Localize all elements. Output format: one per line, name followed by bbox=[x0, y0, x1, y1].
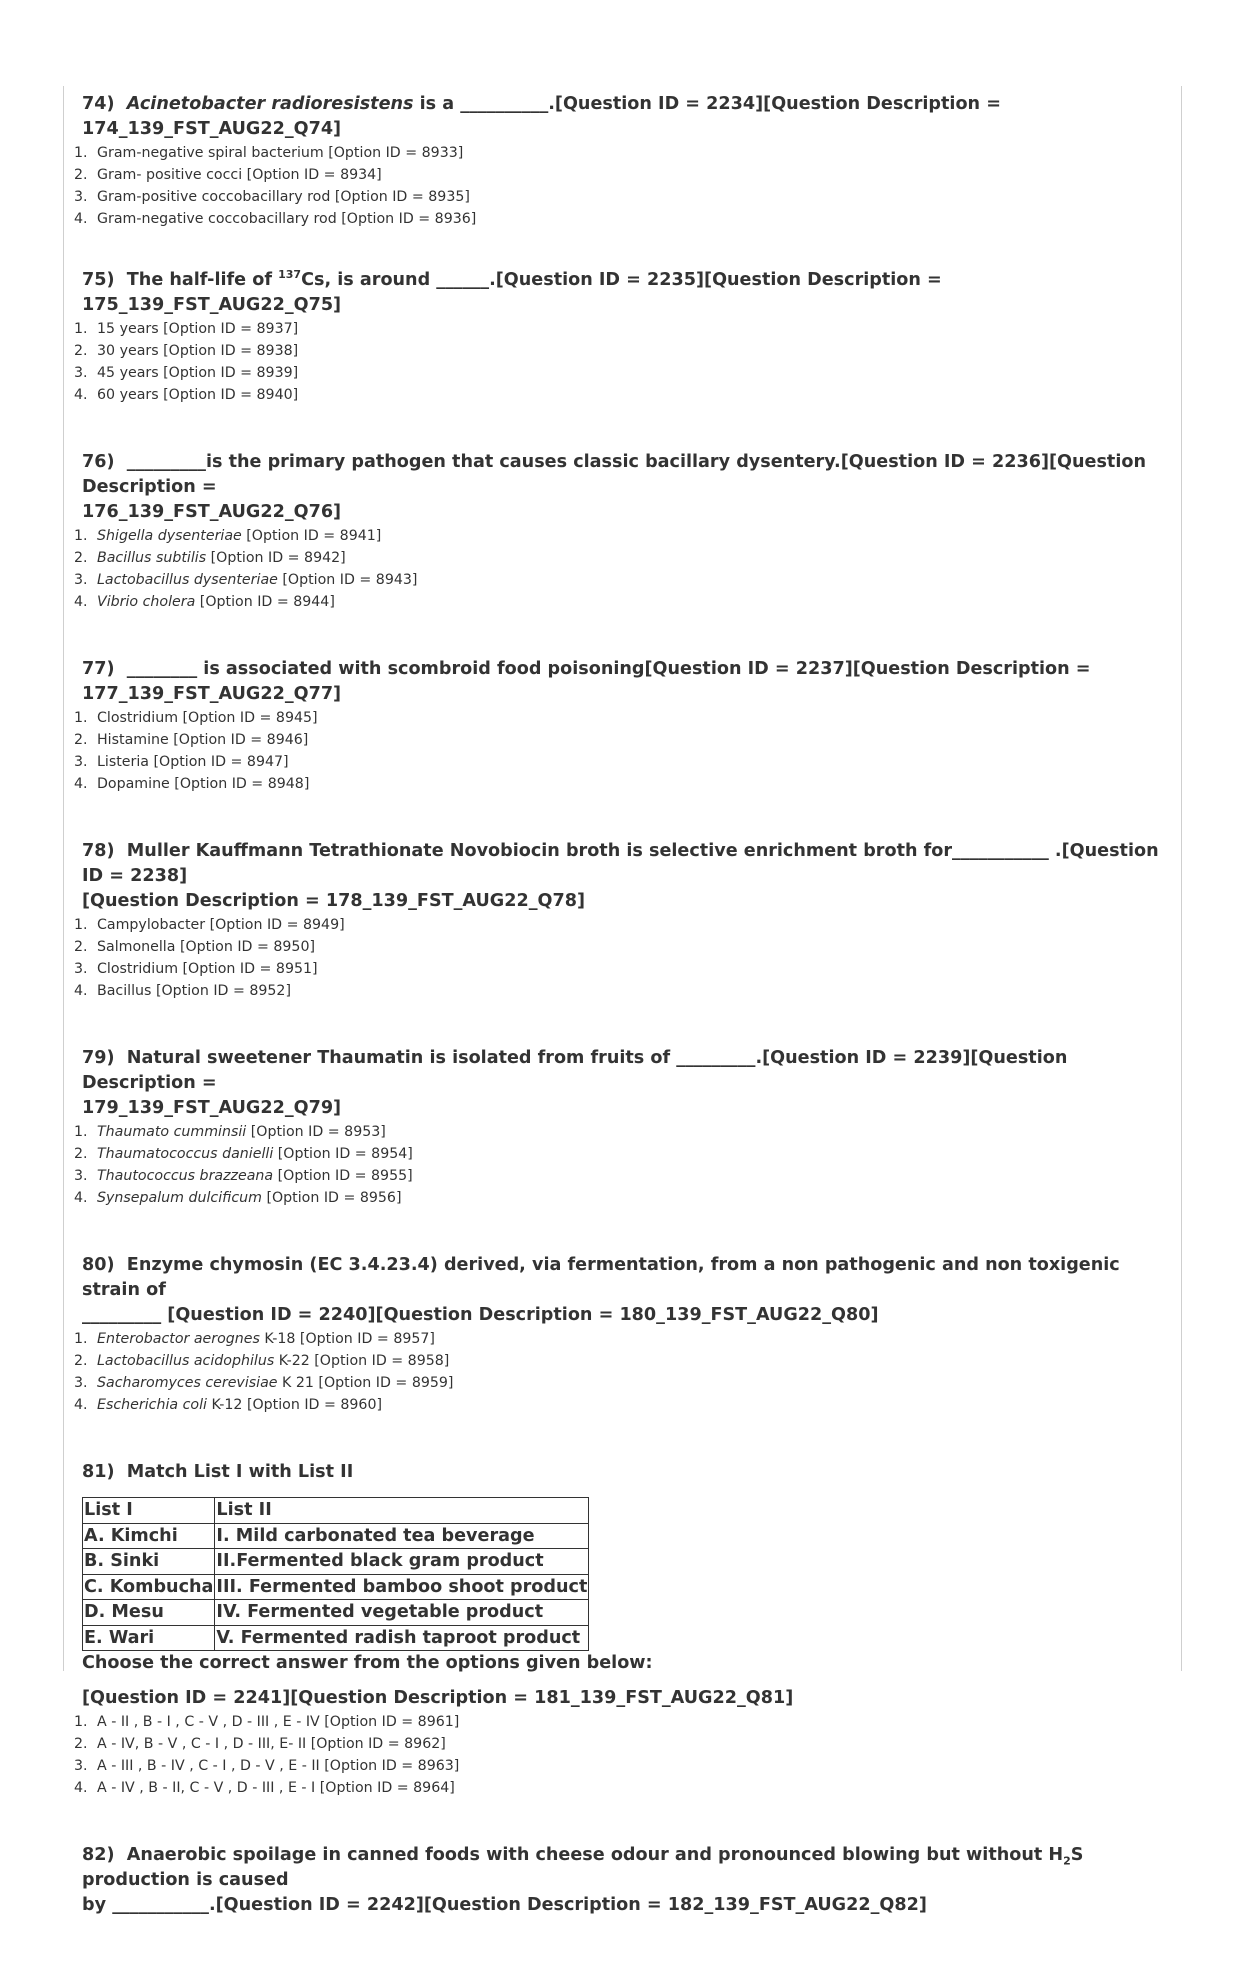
option[interactable]: 2. 30 years [Option ID = 8938] bbox=[74, 343, 299, 359]
option[interactable]: 4. Bacillus [Option ID = 8952] bbox=[74, 983, 291, 999]
question-82-title: 82) Anaerobic spoilage in canned foods with cheese odour and pronounced blowing but without $H_2S$ production is caused by ___________.[Question ID = 2242][Question Description = 182_139_FST_AUG22_Q82] bbox=[82, 1845, 1084, 1915]
question-81-options bbox=[74, 1711, 1174, 1799]
table-cell: V. Fermented radish taproot product bbox=[215, 1625, 589, 1651]
question-81-title: 81) Match List I with List II bbox=[82, 1462, 354, 1482]
option[interactable]: 4. Escherichia coli K-12 [Option ID = 8960] bbox=[74, 1397, 383, 1413]
option[interactable]: 4. A - IV , B - II, C - V , D - III , E - I [Option ID = 8964] bbox=[74, 1780, 455, 1796]
right-margin-line bbox=[1181, 86, 1182, 1671]
question-75-options bbox=[74, 318, 1174, 406]
option[interactable]: 2. Salmonella [Option ID = 8950] bbox=[74, 939, 316, 955]
option[interactable]: 4. Synsepalum dulcificum [Option ID = 8956] bbox=[74, 1190, 402, 1206]
option[interactable]: 2. Thaumatococcus danielli [Option ID = 8954] bbox=[74, 1146, 413, 1162]
question-78-options bbox=[74, 914, 1174, 1002]
question-78-title: 78) Muller Kauffmann Tetrathionate Novobiocin broth is selective enrichment broth for___________ .[Question ID = 2238] [Question Description = 178_139_FST_AUG22_Q78] bbox=[82, 841, 1159, 911]
question-79 bbox=[74, 1046, 1174, 1209]
option[interactable]: 1. Gram-negative spiral bacterium [Option ID = 8933] bbox=[74, 145, 464, 161]
table-row bbox=[83, 1523, 589, 1549]
table-cell: III. Fermented bamboo shoot product bbox=[215, 1574, 589, 1600]
option[interactable]: 3. Clostridium [Option ID = 8951] bbox=[74, 961, 318, 977]
choose-instruction: Choose the correct answer from the options given below: bbox=[82, 1653, 653, 1673]
option[interactable]: 2. A - IV, B - V , C - I , D - III, E- II [Option ID = 8962] bbox=[74, 1736, 446, 1752]
option[interactable]: 1. Enterobactor aerognes K-18 [Option ID = 8957] bbox=[74, 1331, 435, 1347]
option[interactable]: 1. Shigella dysenteriae [Option ID = 8941] bbox=[74, 528, 382, 544]
question-77 bbox=[74, 657, 1174, 795]
table-cell: IV. Fermented vegetable product bbox=[215, 1600, 589, 1626]
option[interactable]: 1. 15 years [Option ID = 8937] bbox=[74, 321, 299, 337]
table-cell: I. Mild carbonated tea beverage bbox=[215, 1523, 589, 1549]
question-76 bbox=[74, 450, 1174, 613]
option[interactable]: 1. A - II , B - I , C - V , D - III , E - IV [Option ID = 8961] bbox=[74, 1714, 460, 1730]
table-row bbox=[83, 1574, 589, 1600]
option[interactable]: 3. Listeria [Option ID = 8947] bbox=[74, 754, 289, 770]
question-80-options bbox=[74, 1328, 1174, 1416]
question-80-title: 80) Enzyme chymosin (EC 3.4.23.4) derived, via fermentation, from a non pathogenic and non toxigenic strain of _________ [Question ID = 2240][Question Description = 180_139_FST_AUG22_Q80] bbox=[82, 1255, 1120, 1325]
question-82 bbox=[74, 1843, 1174, 1918]
question-79-title: 79) Natural sweetener Thaumatin is isolated from fruits of _________.[Question ID = 2239][Question Description = 179_139_FST_AUG22_Q79] bbox=[82, 1048, 1068, 1118]
question-74-options bbox=[74, 142, 1174, 230]
table-cell: II.Fermented black gram product bbox=[215, 1549, 589, 1575]
option[interactable]: 3. A - III , B - IV , C - I , D - V , E - II [Option ID = 8963] bbox=[74, 1758, 460, 1774]
table-cell: List I bbox=[83, 1498, 215, 1524]
option[interactable]: 2. Lactobacillus acidophilus K-22 [Option ID = 8958] bbox=[74, 1353, 450, 1369]
question-75-title: 75) The half-life of $^{137}$Cs, is around ______.[Question ID = 2235][Question Description = 175_139_FST_AUG22_Q75] bbox=[82, 268, 942, 315]
match-table bbox=[82, 1497, 589, 1651]
question-76-title: 76) _________is the primary pathogen that causes classic bacillary dysentery.[Question ID = 2236][Question Description = 176_139_FST_AUG22_Q76] bbox=[82, 452, 1146, 522]
option[interactable]: 3. Lactobacillus dysenteriae [Option ID = 8943] bbox=[74, 572, 418, 588]
option[interactable]: 2. Bacillus subtilis [Option ID = 8942] bbox=[74, 550, 346, 566]
option[interactable]: 3. 45 years [Option ID = 8939] bbox=[74, 365, 299, 381]
option[interactable]: 4. Gram-negative coccobacillary rod [Option ID = 8936] bbox=[74, 211, 477, 227]
table-cell: E. Wari bbox=[83, 1625, 215, 1651]
table-row bbox=[83, 1600, 589, 1626]
question-81 bbox=[74, 1460, 1174, 1799]
question-74 bbox=[74, 92, 1174, 230]
question-75 bbox=[74, 268, 1174, 406]
question-80 bbox=[74, 1253, 1174, 1416]
left-margin-line bbox=[63, 86, 64, 1671]
question-81-id: [Question ID = 2241][Question Description = 181_139_FST_AUG22_Q81] bbox=[82, 1688, 794, 1708]
option[interactable]: 3. Sacharomyces cerevisiae K 21 [Option ID = 8959] bbox=[74, 1375, 454, 1391]
question-77-title: 77) ________ is associated with scombroid food poisoning[Question ID = 2237][Question Description = 177_139_FST_AUG22_Q77] bbox=[82, 659, 1091, 704]
question-78 bbox=[74, 839, 1174, 1002]
table-cell: C. Kombucha bbox=[83, 1574, 215, 1600]
question-79-options bbox=[74, 1121, 1174, 1209]
question-list bbox=[74, 92, 1174, 1962]
question-74-title: 74) Acinetobacter radioresistens is a __________.[Question ID = 2234][Question Description = 174_139_FST_AUG22_Q74] bbox=[82, 94, 1001, 139]
option[interactable]: 3. Thautococcus brazzeana [Option ID = 8955] bbox=[74, 1168, 413, 1184]
table-row bbox=[83, 1549, 589, 1575]
question-77-options bbox=[74, 707, 1174, 795]
table-row bbox=[83, 1625, 589, 1651]
table-cell: List II bbox=[215, 1498, 589, 1524]
option[interactable]: 1. Campylobacter [Option ID = 8949] bbox=[74, 917, 345, 933]
option[interactable]: 4. Vibrio cholera [Option ID = 8944] bbox=[74, 594, 335, 610]
option[interactable]: 3. Gram-positive coccobacillary rod [Option ID = 8935] bbox=[74, 189, 470, 205]
table-cell: D. Mesu bbox=[83, 1600, 215, 1626]
question-76-options bbox=[74, 525, 1174, 613]
option[interactable]: 4. Dopamine [Option ID = 8948] bbox=[74, 776, 310, 792]
option[interactable]: 1. Thaumato cumminsii [Option ID = 8953] bbox=[74, 1124, 386, 1140]
table-cell: A. Kimchi bbox=[83, 1523, 215, 1549]
table-row bbox=[83, 1498, 589, 1524]
table-cell: B. Sinki bbox=[83, 1549, 215, 1575]
option[interactable]: 2. Histamine [Option ID = 8946] bbox=[74, 732, 309, 748]
option[interactable]: 2. Gram- positive cocci [Option ID = 8934] bbox=[74, 167, 382, 183]
option[interactable]: 1. Clostridium [Option ID = 8945] bbox=[74, 710, 318, 726]
option[interactable]: 4. 60 years [Option ID = 8940] bbox=[74, 387, 299, 403]
